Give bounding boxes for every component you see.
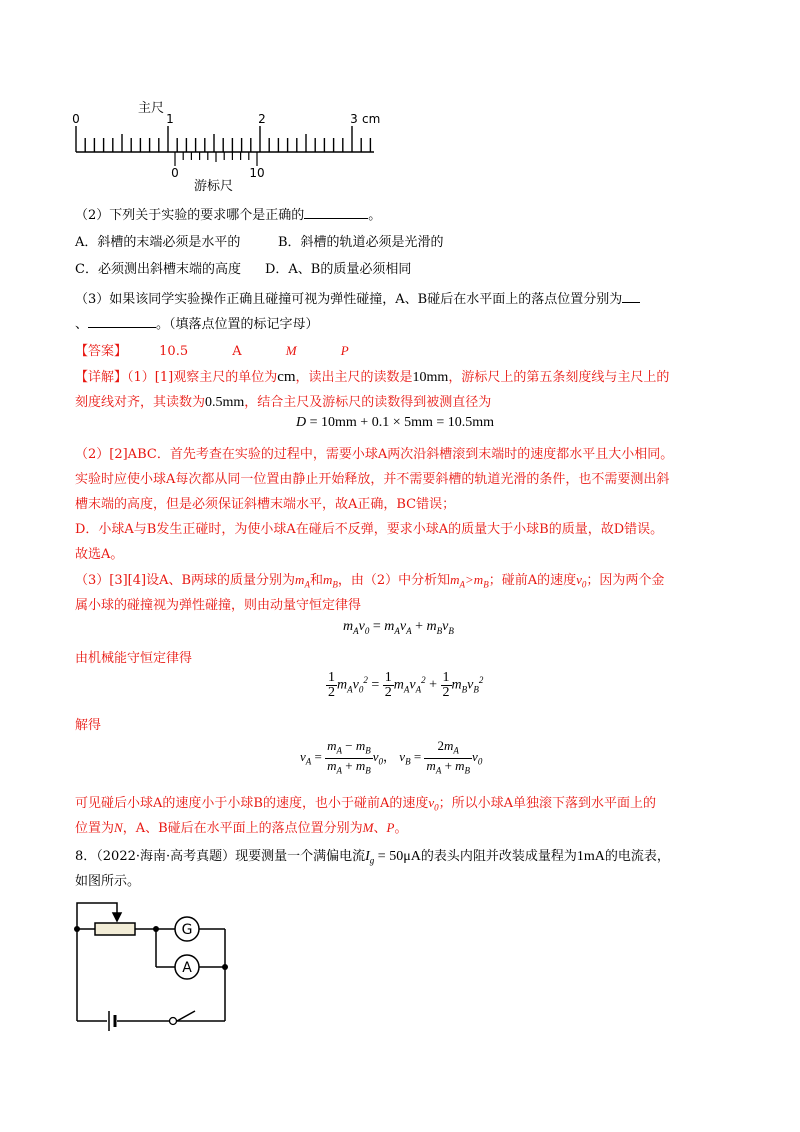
q2-option-b: B．斜槽的轨道必须是光滑的	[278, 235, 444, 250]
galvanometer-label: G	[181, 922, 193, 938]
detail-p2-line-4: D．小球A与B发生正碰时，为使小球A在碰后不反弹，要求小球A的质量大于小球B的质量，故D错误。	[75, 522, 664, 537]
detail-p2-line-2: 实验时应使小球A每次都从同一位置由静止开始释放，并不需要斜槽的轨道光滑的条件，也不需要测出斜	[75, 472, 670, 487]
q2-option-c: C．必须测出斜槽末端的高度	[75, 262, 241, 277]
energy-conservation-label: 由机械能守恒定律得	[75, 651, 193, 666]
main-tick-2: 2	[258, 112, 266, 126]
detail-p4-line-2: 位置为N，A、B碰后在水平面上的落点位置分别为M、P。	[75, 820, 408, 836]
q3-prompt: （3）如果该同学实验操作正确且碰撞可视为弹性碰撞，A、B碰后在水平面上的落点位置分别为	[75, 288, 640, 307]
detail-p2-line-1: （2）[2]ABC．首先考查在实验的过程中，需要小球A两次沿斜槽滚到末端时的速度都水平且大小相同。	[75, 447, 674, 462]
switch-contact	[170, 1018, 177, 1025]
equation-diameter: D = 10mm + 0.1 × 5mm = 10.5mm	[296, 415, 495, 430]
vernier-tick-10: 10	[249, 166, 265, 180]
q2-option-a: A．斜槽的末端必须是水平的	[75, 235, 241, 250]
q8-line-2: 如图所示。	[75, 874, 141, 889]
main-scale-ticks	[76, 126, 370, 152]
rheostat	[95, 923, 135, 935]
unit-label: cm	[362, 112, 381, 126]
vernier-tick-0: 0	[171, 166, 179, 180]
switch-lever	[177, 1011, 195, 1021]
equation-solution: $v_A$ = $\frac{m_A - m_B}{m_A + m_B}$ $v_0$， $v_B$ = $\frac{2m_A}{m_A + m_B}$ $v_0$	[300, 738, 483, 776]
solve-label: 解得	[75, 718, 102, 733]
q2-option-d: D．A、B的质量必须相同	[265, 262, 412, 277]
answer-value-3: M	[285, 343, 297, 358]
answer-value-1: 10.5	[159, 344, 189, 359]
ammeter-label: A	[182, 960, 192, 976]
main-tick-0: 0	[72, 112, 80, 126]
detail-p3-line-2: 属小球的碰撞视为弹性碰撞，则由动量守恒定律得	[75, 598, 362, 613]
detail-line-2: 刻度线对齐，其读数为0.5mm，结合主尺及游标尺的读数得到被测直径为	[75, 395, 492, 410]
main-tick-3: 3	[350, 112, 358, 126]
answer-value-4: P	[340, 343, 349, 358]
answer-line	[75, 340, 349, 359]
detail-p3-line-1: （3）[3][4]设A、B两球的质量分别为$m_A$和$m_B$，由（2）中分析知$m_A>m_B$；碰前A的速度$v_0$；因为两个金	[75, 572, 665, 590]
equation-momentum: $m_Av_0 = m_Av_A + m_Bv_B$	[343, 619, 454, 636]
q3-prompt-cont: 、 。（填落点位置的标记字母）	[75, 317, 319, 332]
main-scale-label: 主尺	[138, 101, 165, 116]
vernier-caliper-figure	[60, 90, 400, 200]
q8-line-1: 8．（2022·海南·高考真题）现要测量一个满偏电流$I_g = 50\mu A$的表头内阻并改装成量程为1mA的电流表，	[75, 849, 670, 866]
equation-energy: $\frac{1}{2}$ $m_Av_0^2$ = $\frac{1}{2}$ $m_Av_A^2$ + $\frac{1}{2}$ $m_Bv_B^2$	[328, 670, 484, 700]
circuit-diagram	[65, 893, 245, 1033]
vernier-scale-label: 游标尺	[194, 179, 234, 194]
vernier-scale-ticks	[175, 152, 257, 166]
detail-p2-line-3: 槽末端的高度，但是必须保证斜槽末端水平，故A正确，BC错误；	[75, 497, 456, 512]
detail-p2-line-5: 故选A。	[75, 547, 124, 562]
detail-p4-line-1: 可见碰后小球A的速度小于小球B的速度，也小于碰前A的速度$v_0$；所以小球A单独滚下落到水平面上的	[75, 795, 657, 813]
answer-label: 【答案】	[75, 344, 128, 359]
answer-value-2: A	[232, 344, 242, 359]
main-tick-1: 1	[166, 112, 174, 126]
detail-line-1: 【详解】（1）[1]观察主尺的单位为cm，读出主尺的读数是10mm，游标尺上的第五条刻度线与主尺上的	[75, 369, 670, 385]
q2-prompt: （2）下列关于实验的要求哪个是正确的 。	[75, 208, 382, 223]
